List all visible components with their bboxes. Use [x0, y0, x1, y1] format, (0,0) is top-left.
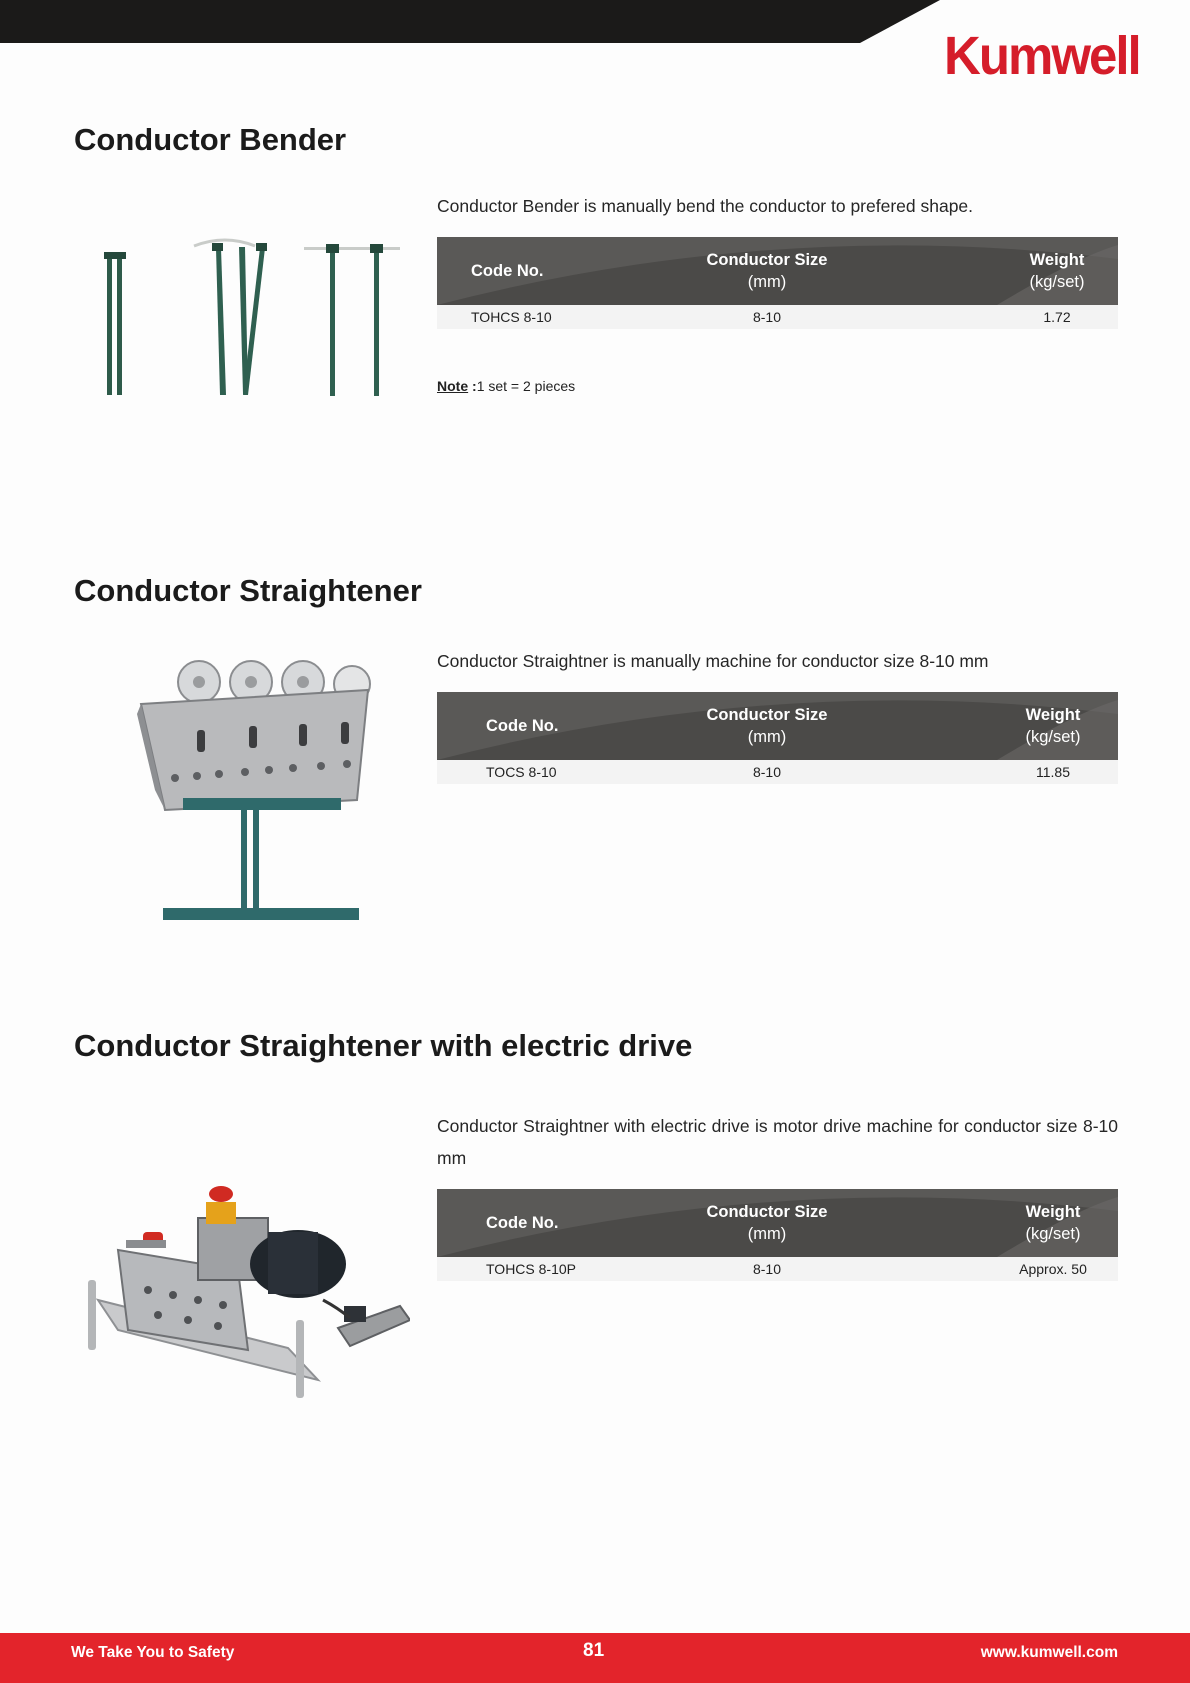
cell-code: TOHCS 8-10: [471, 309, 552, 325]
note: [437, 378, 575, 394]
header-weight: Weight (kg/set): [1025, 706, 1081, 746]
note-separator: :: [468, 378, 477, 394]
header-conductor-size: Conductor Size (mm): [706, 251, 828, 291]
section-title-conductor-straightener: Conductor Straightener: [74, 573, 422, 608]
header-code-no: Code No.: [486, 717, 559, 735]
table-header: [437, 1189, 1118, 1257]
description-conductor-straightener: Conductor Straightner is manually machine for conductor size 8-10 mm: [437, 651, 989, 671]
header-code-no: Code No.: [471, 262, 544, 280]
note-label: Note: [437, 378, 469, 394]
cell-weight: 11.85: [1036, 764, 1070, 780]
header-conductor-size: Conductor Size (mm): [706, 706, 828, 746]
conductor-straightener-image: [135, 660, 375, 925]
spec-table-conductor-straightener-electric: [437, 1189, 1118, 1281]
page-number: 81: [583, 1640, 605, 1661]
header-code-no: Code No.: [486, 1214, 559, 1232]
cell-size: 8-10: [752, 764, 782, 780]
table-row: [437, 760, 1118, 784]
table-header: [437, 692, 1118, 760]
header-weight: Weight (kg/set): [1025, 1203, 1081, 1243]
conductor-bender-image: [90, 228, 410, 404]
table-header: [437, 237, 1118, 305]
table-row: [437, 305, 1118, 329]
spec-table-conductor-straightener: [437, 692, 1118, 784]
section-title-conductor-straightener-electric: Conductor Straightener with electric drive: [74, 1028, 693, 1063]
spec-table-conductor-bender: [437, 237, 1118, 329]
electric-straightener-image: [88, 1180, 410, 1402]
footer-slogan: We Take You to Safety: [71, 1644, 235, 1661]
kumwell-logo: Kumwell: [944, 25, 1140, 86]
description-conductor-bender: Conductor Bender is manually bend the conductor to prefered shape.: [437, 196, 974, 216]
cell-size: 8-10: [752, 309, 782, 325]
cell-weight: 1.72: [1043, 309, 1071, 325]
header-weight: Weight (kg/set): [1029, 251, 1085, 291]
cell-size: 8-10: [752, 1261, 782, 1277]
cell-code: TOCS 8-10: [486, 764, 557, 780]
description-conductor-straightener-electric: Conductor Straightner with electric drive is motor drive machine for conductor size 8-10 mm: [437, 1116, 1118, 1168]
note-text: 1 set = 2 pieces: [476, 378, 576, 394]
section-title-conductor-bender: Conductor Bender: [74, 122, 347, 157]
cell-weight: Approx. 50: [1019, 1261, 1087, 1277]
header-conductor-size: Conductor Size (mm): [706, 1203, 828, 1243]
table-row: [437, 1257, 1118, 1281]
footer-bar: [0, 1633, 1190, 1683]
footer-website-link[interactable]: www.kumwell.com: [980, 1644, 1118, 1661]
cell-code: TOHCS 8-10P: [486, 1261, 576, 1277]
